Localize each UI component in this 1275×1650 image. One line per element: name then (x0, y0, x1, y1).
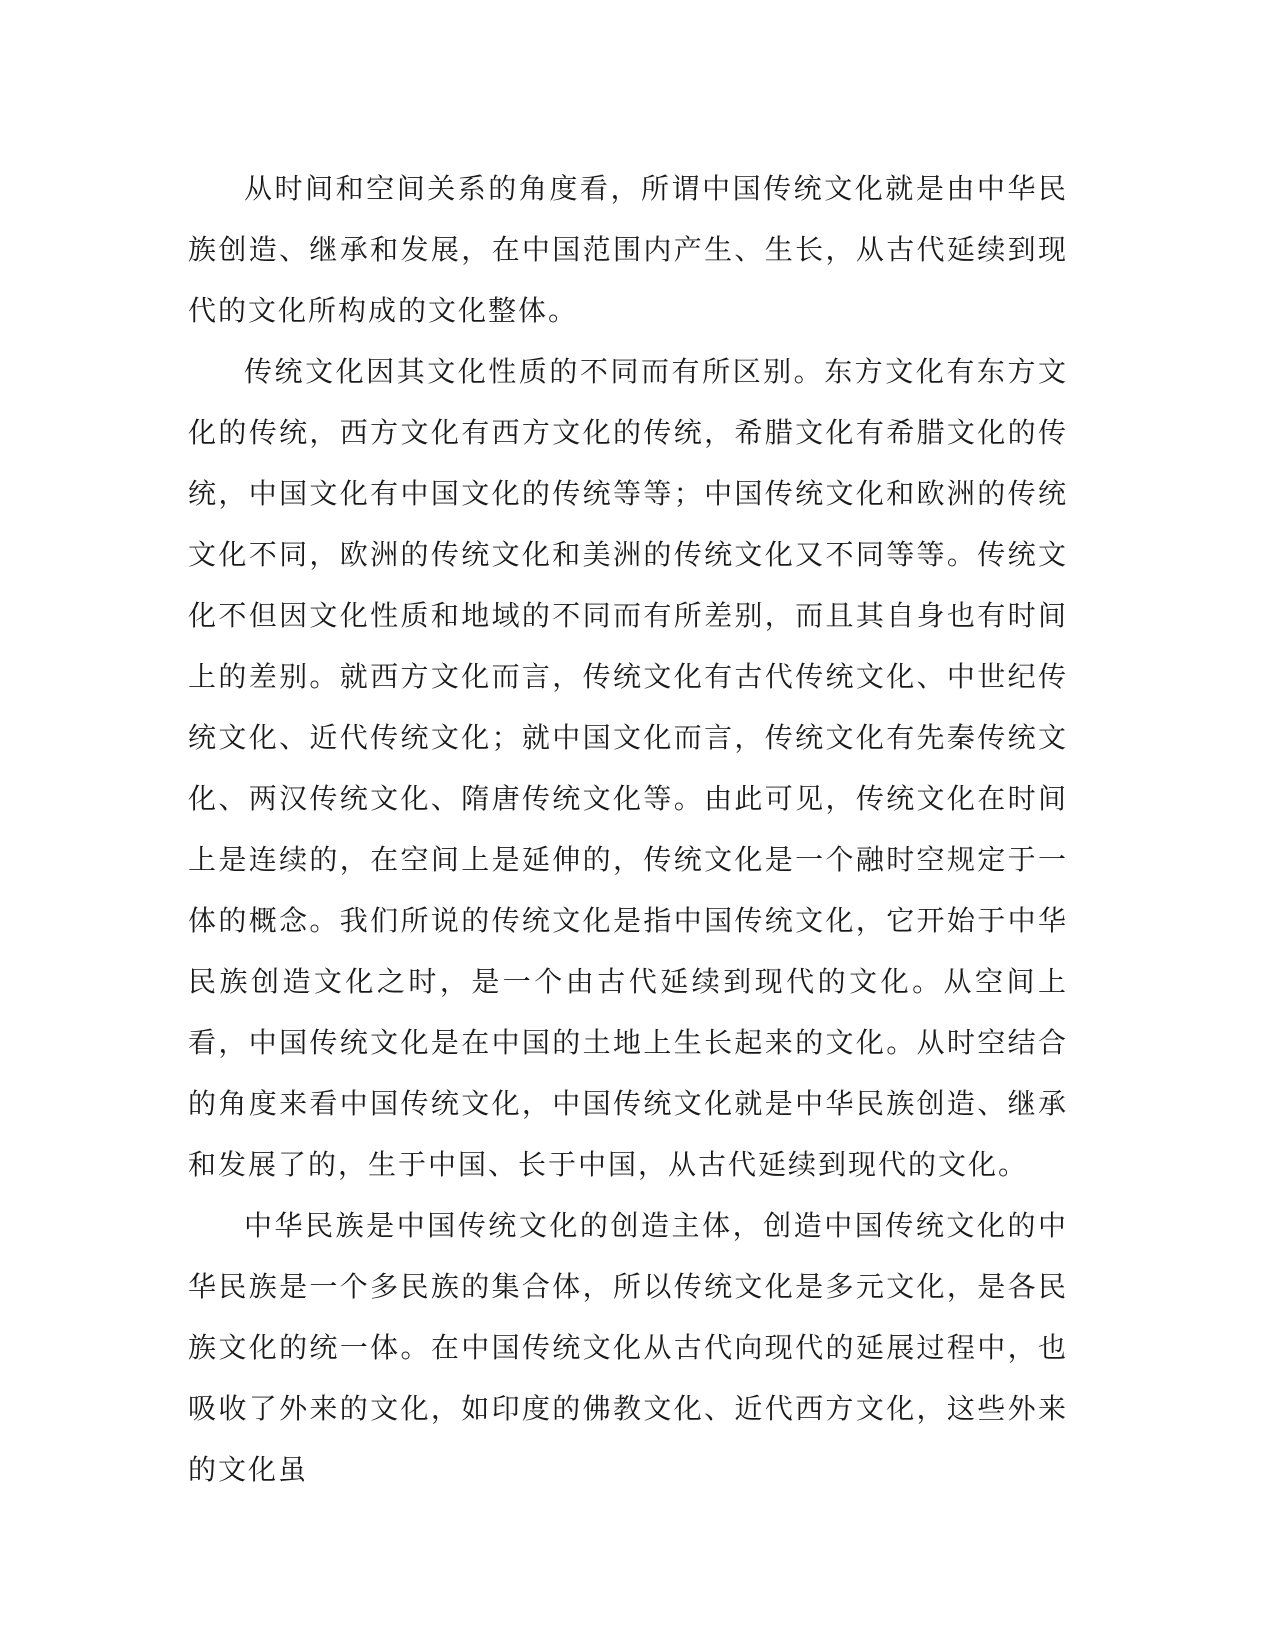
paragraph-2: 传统文化因其文化性质的不同而有所区别。东方文化有东方文化的传统，西方文化有西方文化的传统，希腊文化有希腊文化的传统，中国文化有中国文化的传统等等；中国传统文化和欧洲的传统文化不同，欧洲的传统文化和美洲的传统文化又不同等等。传统文化不但因文化性质和地域的不同而有所差别，而且其自身也有时间上的差别。就西方文化而言，传统文化有古代传统文化、中世纪传统文化、近代传统文化；就中国文化而言，传统文化有先秦传统文化、两汉传统文化、隋唐传统文化等。由此可见，传统文化在时间上是连续的，在空间上是延伸的，传统文化是一个融时空规定于一体的概念。我们所说的传统文化是指中国传统文化，它开始于中华民族创造文化之时，是一个由古代延续到现代的文化。从空间上看，中国传统文化是在中国的土地上生长起来的文化。从时空结合的角度来看中国传统文化，中国传统文化就是中华民族创造、继承和发展了的，生于中国、长于中国，从古代延续到现代的文化。 (188, 355, 1068, 1181)
paragraph-1: 从时间和空间关系的角度看，所谓中国传统文化就是由中华民族创造、继承和发展，在中国范围内产生、生长，从古代延续到现代的文化所构成的文化整体。 (188, 172, 1068, 327)
document-body (188, 158, 1068, 1500)
paragraph-3: 中华民族是中国传统文化的创造主体，创造中国传统文化的中华民族是一个多民族的集合体，所以传统文化是多元文化，是各民族文化的统一体。在中国传统文化从古代向现代的延展过程中，也吸收了外来的文化，如印度的佛教文化、近代西方文化，这些外来的文化虽 (188, 1209, 1068, 1486)
